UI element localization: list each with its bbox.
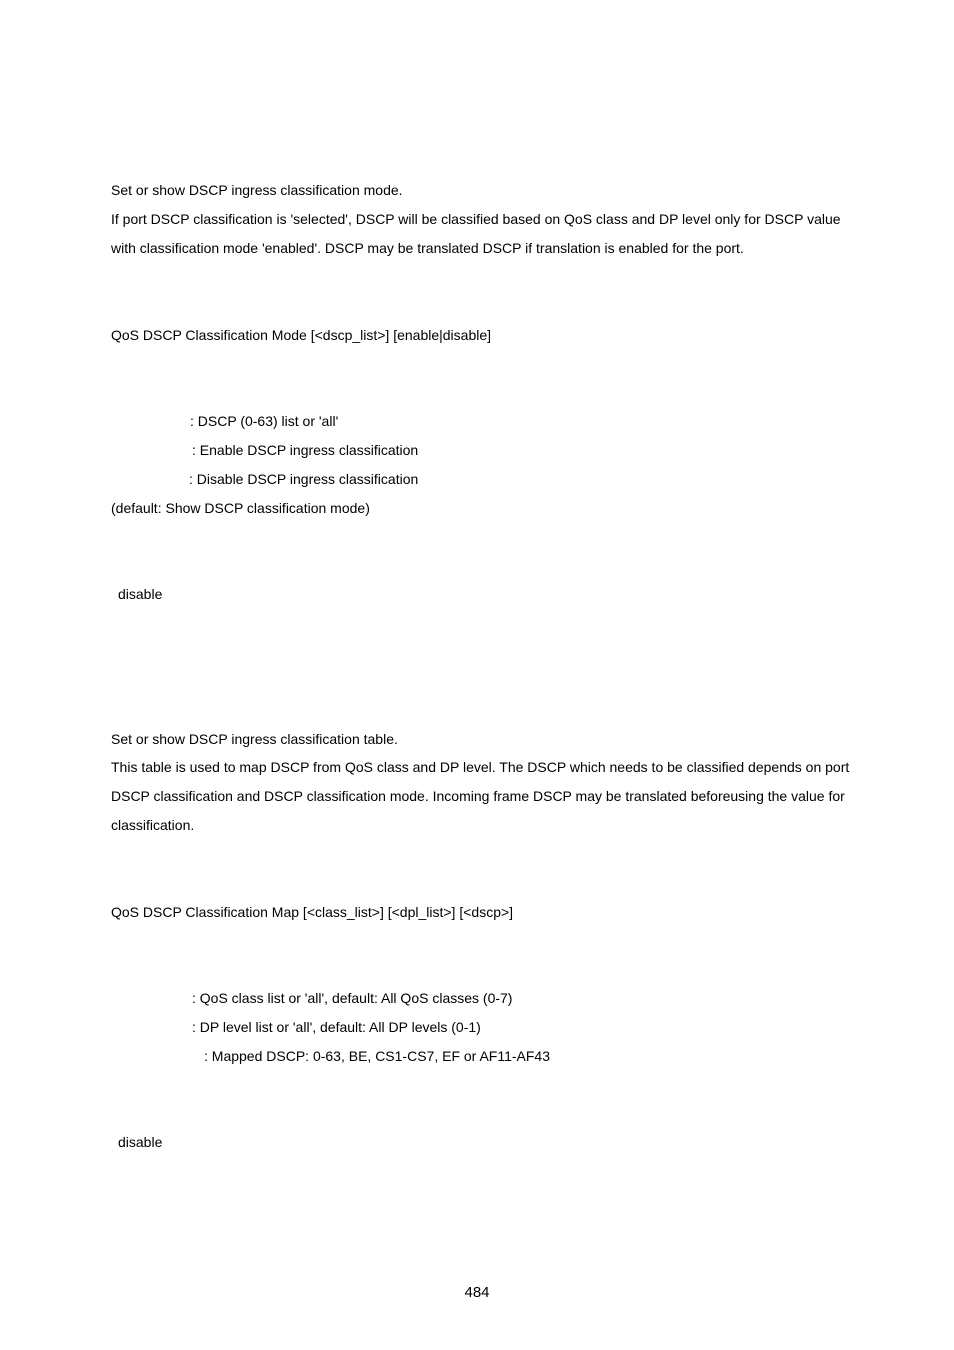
description-line: Set or show DSCP ingress classification mode.: [111, 182, 403, 198]
syntax-line: QoS DSCP Classification Map [<class_list>] [<dpl_list>] [<dscp>]: [111, 904, 514, 920]
default-note: (default: Show DSCP classification mode): [111, 500, 370, 516]
parameter-dscp-list: : DSCP (0-63) list or 'all': [190, 413, 339, 429]
parameter-disable: : Disable DSCP ingress classification: [189, 471, 419, 487]
parameter-dpl-list: : DP level list or 'all', default: All DP levels (0-1): [192, 1019, 481, 1035]
default-value: disable: [118, 1134, 163, 1150]
description-line: This table is used to map DSCP from QoS class and DP level. The DSCP which needs to be classified depends on port: [111, 759, 850, 775]
parameter-enable: : Enable DSCP ingress classification: [192, 442, 419, 458]
description-line: Set or show DSCP ingress classification table.: [111, 731, 398, 747]
parameter-dscp: : Mapped DSCP: 0-63, BE, CS1-CS7, EF or AF11-AF43: [204, 1048, 550, 1064]
page-number: 484: [464, 1284, 490, 1301]
description-line: If port DSCP classification is 'selected', DSCP will be classified based on QoS class and DP level only for DSCP value: [111, 211, 841, 227]
description-line: classification.: [111, 817, 195, 833]
syntax-line: QoS DSCP Classification Mode [<dscp_list>] [enable|disable]: [111, 327, 492, 343]
parameter-class-list: : QoS class list or 'all', default: All QoS classes (0-7): [192, 990, 513, 1006]
description-line: DSCP classification and DSCP classification mode. Incoming frame DSCP may be translated beforeusing the value for: [111, 788, 845, 804]
description-line: with classification mode 'enabled'. DSCP may be translated DSCP if translation is enabled for the port.: [111, 240, 744, 256]
default-value: disable: [118, 586, 163, 602]
